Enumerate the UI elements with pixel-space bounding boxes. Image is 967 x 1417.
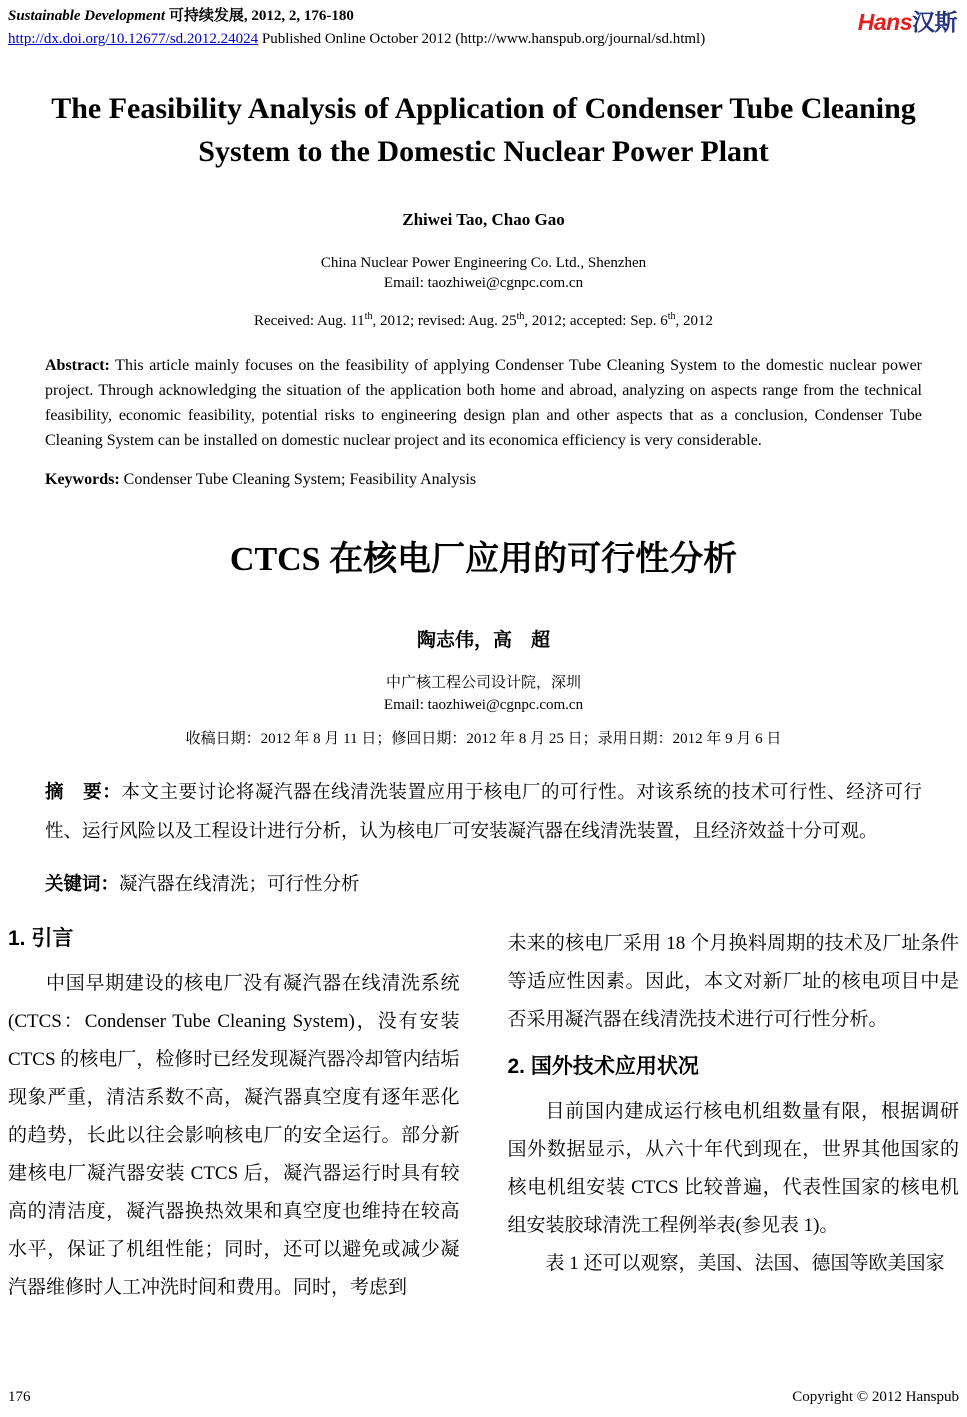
authors-zh: 陶志伟，高 超 xyxy=(416,630,550,651)
abstract-label-zh: 摘 要： xyxy=(45,783,122,803)
received-text: , 2012 xyxy=(675,313,713,329)
section-2-heading: 2. 国外技术应用状况 xyxy=(507,1055,699,1078)
received-sup: th xyxy=(364,311,373,322)
received-sup: th xyxy=(667,311,676,322)
abstract-text-en: This article mainly focuses on the feasibility of applying Condenser Tube Cleaning System to the domestic nuclear power project. Through acknowledging the situation of the application both home and abroad, analyzing on aspects range from the technical feasibility, economic feasibility, potential risks to engineering design plan and other aspects that as a conclusion, Condenser Tube Cleaning System can be installed on domestic nuclear project and its economica efficiency is very considerable. xyxy=(45,357,922,449)
keywords-zh xyxy=(45,866,922,905)
keywords-text-en: Condenser Tube Cleaning System; Feasibility Analysis xyxy=(119,471,477,488)
email-en: Email: taozhiwei@cgnpc.com.cn xyxy=(383,275,584,291)
hanspub-logo-zh: 汉斯 xyxy=(912,9,957,35)
keywords-label-en: Keywords: xyxy=(45,471,120,488)
doi-line xyxy=(8,29,959,49)
paper-title-en: The Feasibility Analysis of Application of Condenser Tube Cleaning System to the Domestic Nuclear Power Plant xyxy=(51,92,916,168)
hanspub-logo xyxy=(858,4,957,37)
email-zh: Email: taozhiwei@cgnpc.com.cn xyxy=(383,697,584,713)
affiliation-zh: 中广核工程公司设计院，深圳 xyxy=(385,675,581,691)
right-column xyxy=(508,925,960,1307)
page-header xyxy=(8,6,959,49)
authors-en: Zhiwei Tao, Chao Gao xyxy=(402,210,565,229)
section-2-paragraph-1: 目前国内建成运行核电机组数量有限，根据调研国外数据显示，从六十年代到现在，世界其他国家的核电机组安装 CTCS 比较普遍，代表性国家的核电机组安装胶球清洗工程例举表(参见表 1)。 xyxy=(507,1101,959,1236)
keywords-en xyxy=(45,467,922,492)
received-dates-line xyxy=(8,307,959,331)
journal-title-en: Sustainable Development xyxy=(8,8,166,24)
section-1-heading: 1. 引言 xyxy=(8,927,74,950)
keywords-label-zh: 关键词： xyxy=(45,875,120,895)
doi-link[interactable]: http://dx.doi.org/10.12677/sd.2012.24024 xyxy=(8,31,259,47)
journal-title xyxy=(8,6,959,26)
affiliation-en: China Nuclear Power Engineering Co. Ltd., Shenzhen xyxy=(320,255,647,271)
abstract-label-en: Abstract: xyxy=(45,357,110,374)
page-footer xyxy=(8,1387,959,1407)
section-2-paragraph-2: 表 1 还可以观察，美国、法国、德国等欧美国家 xyxy=(545,1253,945,1274)
journal-title-zh: 可持续发展, 2012, 2, 176-180 xyxy=(165,8,354,24)
received-text: , 2012; accepted: Sep. 6 xyxy=(524,313,668,329)
left-column xyxy=(8,925,460,1307)
keywords-text-zh: 凝汽器在线清洗；可行性分析 xyxy=(119,875,360,895)
body-columns xyxy=(8,925,959,1307)
section-1-paragraph-continued: 未来的核电厂采用 18 个月换料周期的技术及厂址条件等适应性因素。因此，本文对新厂址的核电项目中是否采用凝汽器在线清洗技术进行可行性分析。 xyxy=(507,933,959,1030)
published-online-text: Published Online October 2012 (http://www.hanspub.org/journal/sd.html) xyxy=(261,31,706,47)
abstract-en xyxy=(45,353,922,453)
page-number: 176 xyxy=(8,1389,31,1405)
paper-title-zh: CTCS 在核电厂应用的可行性分析 xyxy=(229,541,738,578)
received-sup: th xyxy=(516,311,525,322)
dates-zh: 收稿日期：2012 年 8 月 11 日；修回日期：2012 年 8 月 25 日；录用日期：2012 年 9 月 6 日 xyxy=(185,731,782,747)
received-text: Received: Aug. 11 xyxy=(254,313,365,329)
section-1-paragraph: 中国早期建设的核电厂没有凝汽器在线清洗系统(CTCS：Condenser Tube Cleaning System)，没有安装 CTCS 的核电厂，检修时已经发现凝汽器冷却管内结垢现象严重，清洁系数不高，凝汽器真空度有逐年恶化的趋势，长此以往会影响核电厂的安全运行。部分新建核电厂凝汽器安装 CTCS 后，凝汽器运行时具有较高的清洁度，凝汽器换热效果和真空度也维持在较高水平，保证了机组性能；同时，还可以避免或减少凝汽器维修时人工冲洗时间和费用。同时，考虑到 xyxy=(8,973,460,1298)
abstract-zh xyxy=(45,774,922,852)
copyright-text: Copyright © 2012 Hanspub xyxy=(792,1389,959,1405)
received-text: , 2012; revised: Aug. 25 xyxy=(372,313,517,329)
hanspub-logo-en: Hans xyxy=(857,9,912,35)
abstract-text-zh: 本文主要讨论将凝汽器在线清洗装置应用于核电厂的可行性。对该系统的技术可行性、经济可行性、运行风险以及工程设计进行分析，认为核电厂可安装凝汽器在线清洗装置，且经济效益十分可观。 xyxy=(45,783,922,842)
